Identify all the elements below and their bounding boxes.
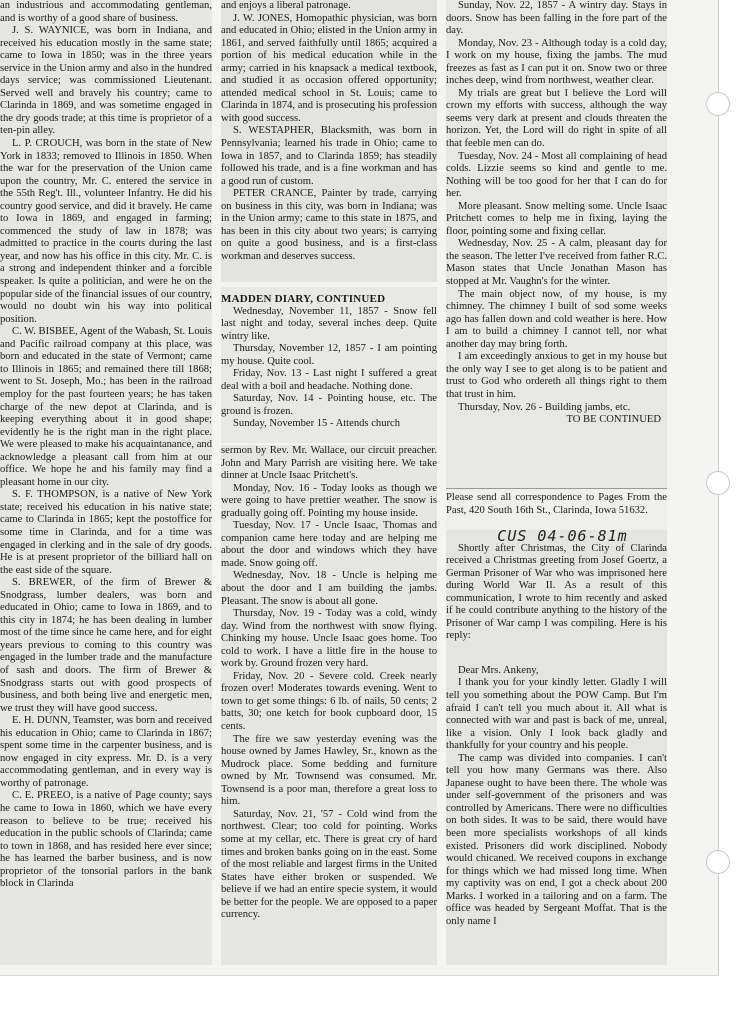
diary-entry: Thursday, November 12, 1857 - I am pointing my house. Quite cool. — [221, 343, 437, 367]
diary-entry: Friday, Nov. 20 - Severe cold. Creek nearly frozen over! Moderates towards evening. Went to town to get some things: 6 lb. of nails, 50 cents; 2 batts, 30; one ketch for book cupboard door, 15 cents. — [221, 670, 437, 733]
diary-entry: Monday, Nov. 16 - Today looks as though we were going to have prettier weather. The snow is gradually going off. Pointing my house inside. — [221, 482, 437, 519]
diary-entry: Sunday, November 15 - Attends church — [233, 418, 401, 430]
letter-paragraph: I thank you for your kindly letter. Gladly I will tell you something about the POW Camp. But I'm afraid I can't tell you much about it. All what is connected with war and past is back of me, unreal, like a vision. Only I look back gladly and thankfully for your country and his people. — [446, 677, 667, 752]
diary-entry: Wednesday, Nov. 18 - Uncle is helping me about the door and I am building the jambs. Pleasant. The snow is about all gone. — [221, 570, 437, 607]
diary-entry: Thursday, Nov. 26 - Building jambs, etc. — [458, 401, 631, 413]
diary-entry: I am exceedingly anxious to get in my house but the only way I see to get along is to be patient and trust to God who ordereth all things right to them that trust in him. — [446, 351, 667, 400]
diary-entry: Sunday, Nov. 22, 1857 - A wintry day. Stays in doors. Snow has been falling in the fore part of the day. — [446, 0, 667, 37]
intro-paragraph: Shortly after Christmas, the City of Clarinda received a Christmas greeting from Josef Goertz, a German Prisoner of War who was imprisoned here during World War II. As a result of this communication, I wrote to him recently and asked if he could contribute anything to the history of the Prisoner of War camp I was compiling. Here is his reply: — [446, 542, 667, 642]
diary-entry: Tuesday, Nov. 17 - Uncle Isaac, Thomas and companion came here today and are helping me about the door and windows which they have made. Snow going off. — [221, 520, 437, 569]
paragraph: E. H. DUNN, Teamster, was born and received his education in Ohio; came to Clarinda in 1867; spent some time in the carpenter business, and is now engaged in city express. Mr. D. is a very accommodating gentleman, and in every way is worthy of patronage. — [0, 715, 212, 789]
diary-entry: The main object now, of my house, is my chimney. The chimney I built of sod some weeks ago has fallen down and cold weather is here. How I am to build a chimney I cannot tell, nor what another day may bring forth. — [446, 288, 667, 350]
paragraph: J. W. JONES, Homopathic physician, was born and educated in Ohio; elisted in the Union army in 1861, and served faithfully until 1865; acquired a portion of his medical education while in the army; carried in his knapsack a medical textbook, and studied it as occasion offered opportunity; attended medical school in St. Louis; came to Clarinda in 1874, and is prosecuting his profession with good success. — [221, 12, 437, 124]
paragraph: S. WESTAPHER, Blacksmith, was born in Pennsylvania; learned his trade in Ohio; came to Iowa in 1857, and to Clarinda 1859; has steadily followed his trade, and is a fine workman and has a good run of custom. — [221, 125, 437, 187]
diary-entry: Saturday, Nov. 14 - Pointing house, etc. The ground is frozen. — [221, 393, 437, 417]
column-diary-start — [221, 287, 437, 443]
column-diary-end — [446, 0, 667, 488]
section-heading: MADDEN DIARY, CONTINUED — [221, 293, 386, 305]
paragraph: PETER CRANCE, Painter by trade, carrying on business in this city, was born in Indiana; was in the Union army; came to this state in 1875, and has been in this city about two years; is carrying on quite a good business, and is a first-class workman and deserves success. — [221, 188, 437, 262]
spacer — [446, 643, 667, 665]
continued-note: TO BE CONTINUED — [566, 414, 661, 426]
diary-entry: Wednesday, November 11, 1857 - Snow fell last night and today, several inches deep. Quite wintry like. — [221, 305, 437, 342]
letter-salutation: Dear Mrs. Ankeny, — [458, 664, 539, 676]
column-pow-letter — [446, 530, 667, 965]
diary-entry: Friday, Nov. 13 - Last night I suffered a great deal with a boil and headache. Nothing done. — [221, 368, 437, 392]
paragraph: J. S. WAYNICE, was born in Indiana, and received his education mostly in the same state; came to Iowa in 1850; was in the three years service in the Union army and also in the hundred days service; was commissioned Lieutenant. Served well and bravely his country; came to Clarinda in 1869, and was sometime engaged in the dry goods trade; at this time is proprietor of a ten-pin alley. — [0, 25, 212, 137]
diary-entry: sermon by Rev. Mr. Wallace, our circuit preacher. John and Mary Parrish are visiting here. We take dinner at Uncle Isaac Pritchett's. — [221, 445, 437, 482]
letter-paragraph: The camp was divided into companies. I can't tell you how many Germans was there. Also Japanese ought to have been there. The whole was under self-government of the prisoners and was controlled by Americans. There were no difficulties on both sides. It was to be said, there would have been more specialists workshops of all kinds existed. Prisoners did work disciplined. Nobody would chicaned. We received coupons in exchange for things which we had missed long time. When my captivity was on end, I got a check about 200 Marks. I worked in a tailoring and on a farm. The office was headed by Sergeant Moffat. That is the only name I — [446, 752, 667, 927]
handwritten-date: CUS 04-06-81m — [497, 530, 628, 545]
binder-hole — [706, 92, 730, 116]
diary-entry: Tuesday, Nov. 24 - Most all complaining of head colds. Lizzie seems so kind and gentle to me. Nothing will be too good for her that I can do for her. — [446, 150, 667, 200]
column-biographies-continued — [221, 0, 437, 282]
column-diary-middle — [221, 445, 437, 965]
paragraph: C. E. PREEO, is a native of Page county; says he came to Iowa in 1860, which we have every reason to believe to be true; received his education in the public schools of Clarinda; came to town in 1868, and has resided here ever since; he has learned the barber business, and is now proprietor of the tonsorial parlors in the bank block in Clarinda — [0, 790, 212, 890]
paragraph: L. P. CROUCH, was born in the state of New York in 1833; removed to Illinois in 1850. When the war for the preservation of the Union came upon the country, Mr. C. entered the service in the 55th Reg't. Ill., volunteer Infantry. He did his country good service, and did it bravely. He came to Iowa in 1869, and engaged in farming; commenced the study of law in 1878; was admitted to practice in the courts during the last year, and now has his office in this city. Mr. C. is a strong and independent thinker and a forcible speaker. Is quite a politician, and were he on the popular side of the financial issues of our country, would no doubt win his way into political position. — [0, 138, 212, 325]
paragraph: an industrious and accommodating gentleman, and is worthy of a good share of business. — [0, 0, 212, 24]
diary-entry: Saturday, Nov. 21, '57 - Cold wind from the northwest. Clear; too cold for pointing. Works some at my cellar, etc. There is great cry of hard times and broken banks going on in the east. Some of the most reliable and largest firms in the United States have either broken or suspended. We believe if we had an entire specie system, it would be better for the people. We are opposed to a paper currency. — [221, 808, 437, 921]
paragraph: and enjoys a liberal patronage. — [221, 0, 351, 11]
binder-hole — [706, 471, 730, 495]
column-biographies — [0, 0, 212, 965]
correspondence-note — [446, 488, 667, 530]
diary-entry: Monday, Nov. 23 - Although today is a cold day, I work on my house, fixing the jambs. The mud freezes as fast as I can put it on. Snow two or three inches deep, wind from northwest, weather clear. — [446, 37, 667, 87]
correspondence-text: Please send all correspondence to Pages From the Past, 420 South 16th St., Clarinda, Iowa 51632. — [446, 492, 667, 516]
diary-entry: My trials are great but I believe the Lord will crown my efforts with success, although the way seems very dark at present and clouds threaten the horizon. Yet, the Lord will do right in spite of all that feeble men can do. — [446, 87, 667, 150]
paragraph: S. F. THOMPSON, is a native of New York state; received his education in his native state; came to Clarinda in 1865; kept the postoffice for some time in Clarinda, and for a time was engaged in clerking and in the sale of dry goods. He is at present proprietor of the billiard hall on the east side of the square. — [0, 489, 212, 576]
divider-line — [446, 488, 667, 489]
paragraph: S. BREWER, of the firm of Brewer & Snodgrass, lumber dealers, was born and educated in Ohio; came to Iowa in 1869, and to this city in 1874; he has been dealing in lumber most of the time since he came here, and for eight years previous to coming to this country was engaged in the lumber trade and the manufacture of sash and doors. The firm of Brewer & Snodgrass starts out with good prospects of business, and both being live and energetic men, we trust they will have good success. — [0, 577, 212, 714]
binder-hole — [706, 850, 730, 874]
diary-entry: Thursday, Nov. 19 - Today was a cold, windy day. Wind from the northwest with snow flying. Chinking my house. Uncle Isaac goes home. Too cold to work. I have a little fire in the house to work by. Ground frozen very hard. — [221, 608, 437, 670]
diary-entry: More pleasant. Snow melting some. Uncle Isaac Pritchett comes to help me in fixing, laying the floor, pointing some and fixing cellar. — [446, 200, 667, 237]
diary-entry: The fire we saw yesterday evening was the house owned by James Hawley, Sr., known as the Mudrock place. Some bedding and furniture owned by Mr. Townsend was consumed. Mr. Townsend is a poor man, therefore a great loss to him. — [221, 733, 437, 808]
diary-entry: Wednesday, Nov. 25 - A calm, pleasant day for the season. The letter I've received from father R.C. Mason states that Uncle Jonathan Mason has stopped at Mr. Vaughn's for the winter. — [446, 238, 667, 288]
paragraph: C. W. BISBEE, Agent of the Wabash, St. Louis and Pacific railroad company at this place, was born and educated in the state of Vermont; came to Illinois in 1865; and remained there till 1868; went to St. Joseph, Mo.; has been in the railroad employ for the past fourteen years; he has taken charge of the new depot at Clarinda, and is keeping everything about it in good shape; evidently he is the right man in the right place. We were pleased to make his acquaintanance, and acknowledge a pleasant call from him at our office. We hope he and his family may find a pleasant home in our city. — [0, 326, 212, 488]
